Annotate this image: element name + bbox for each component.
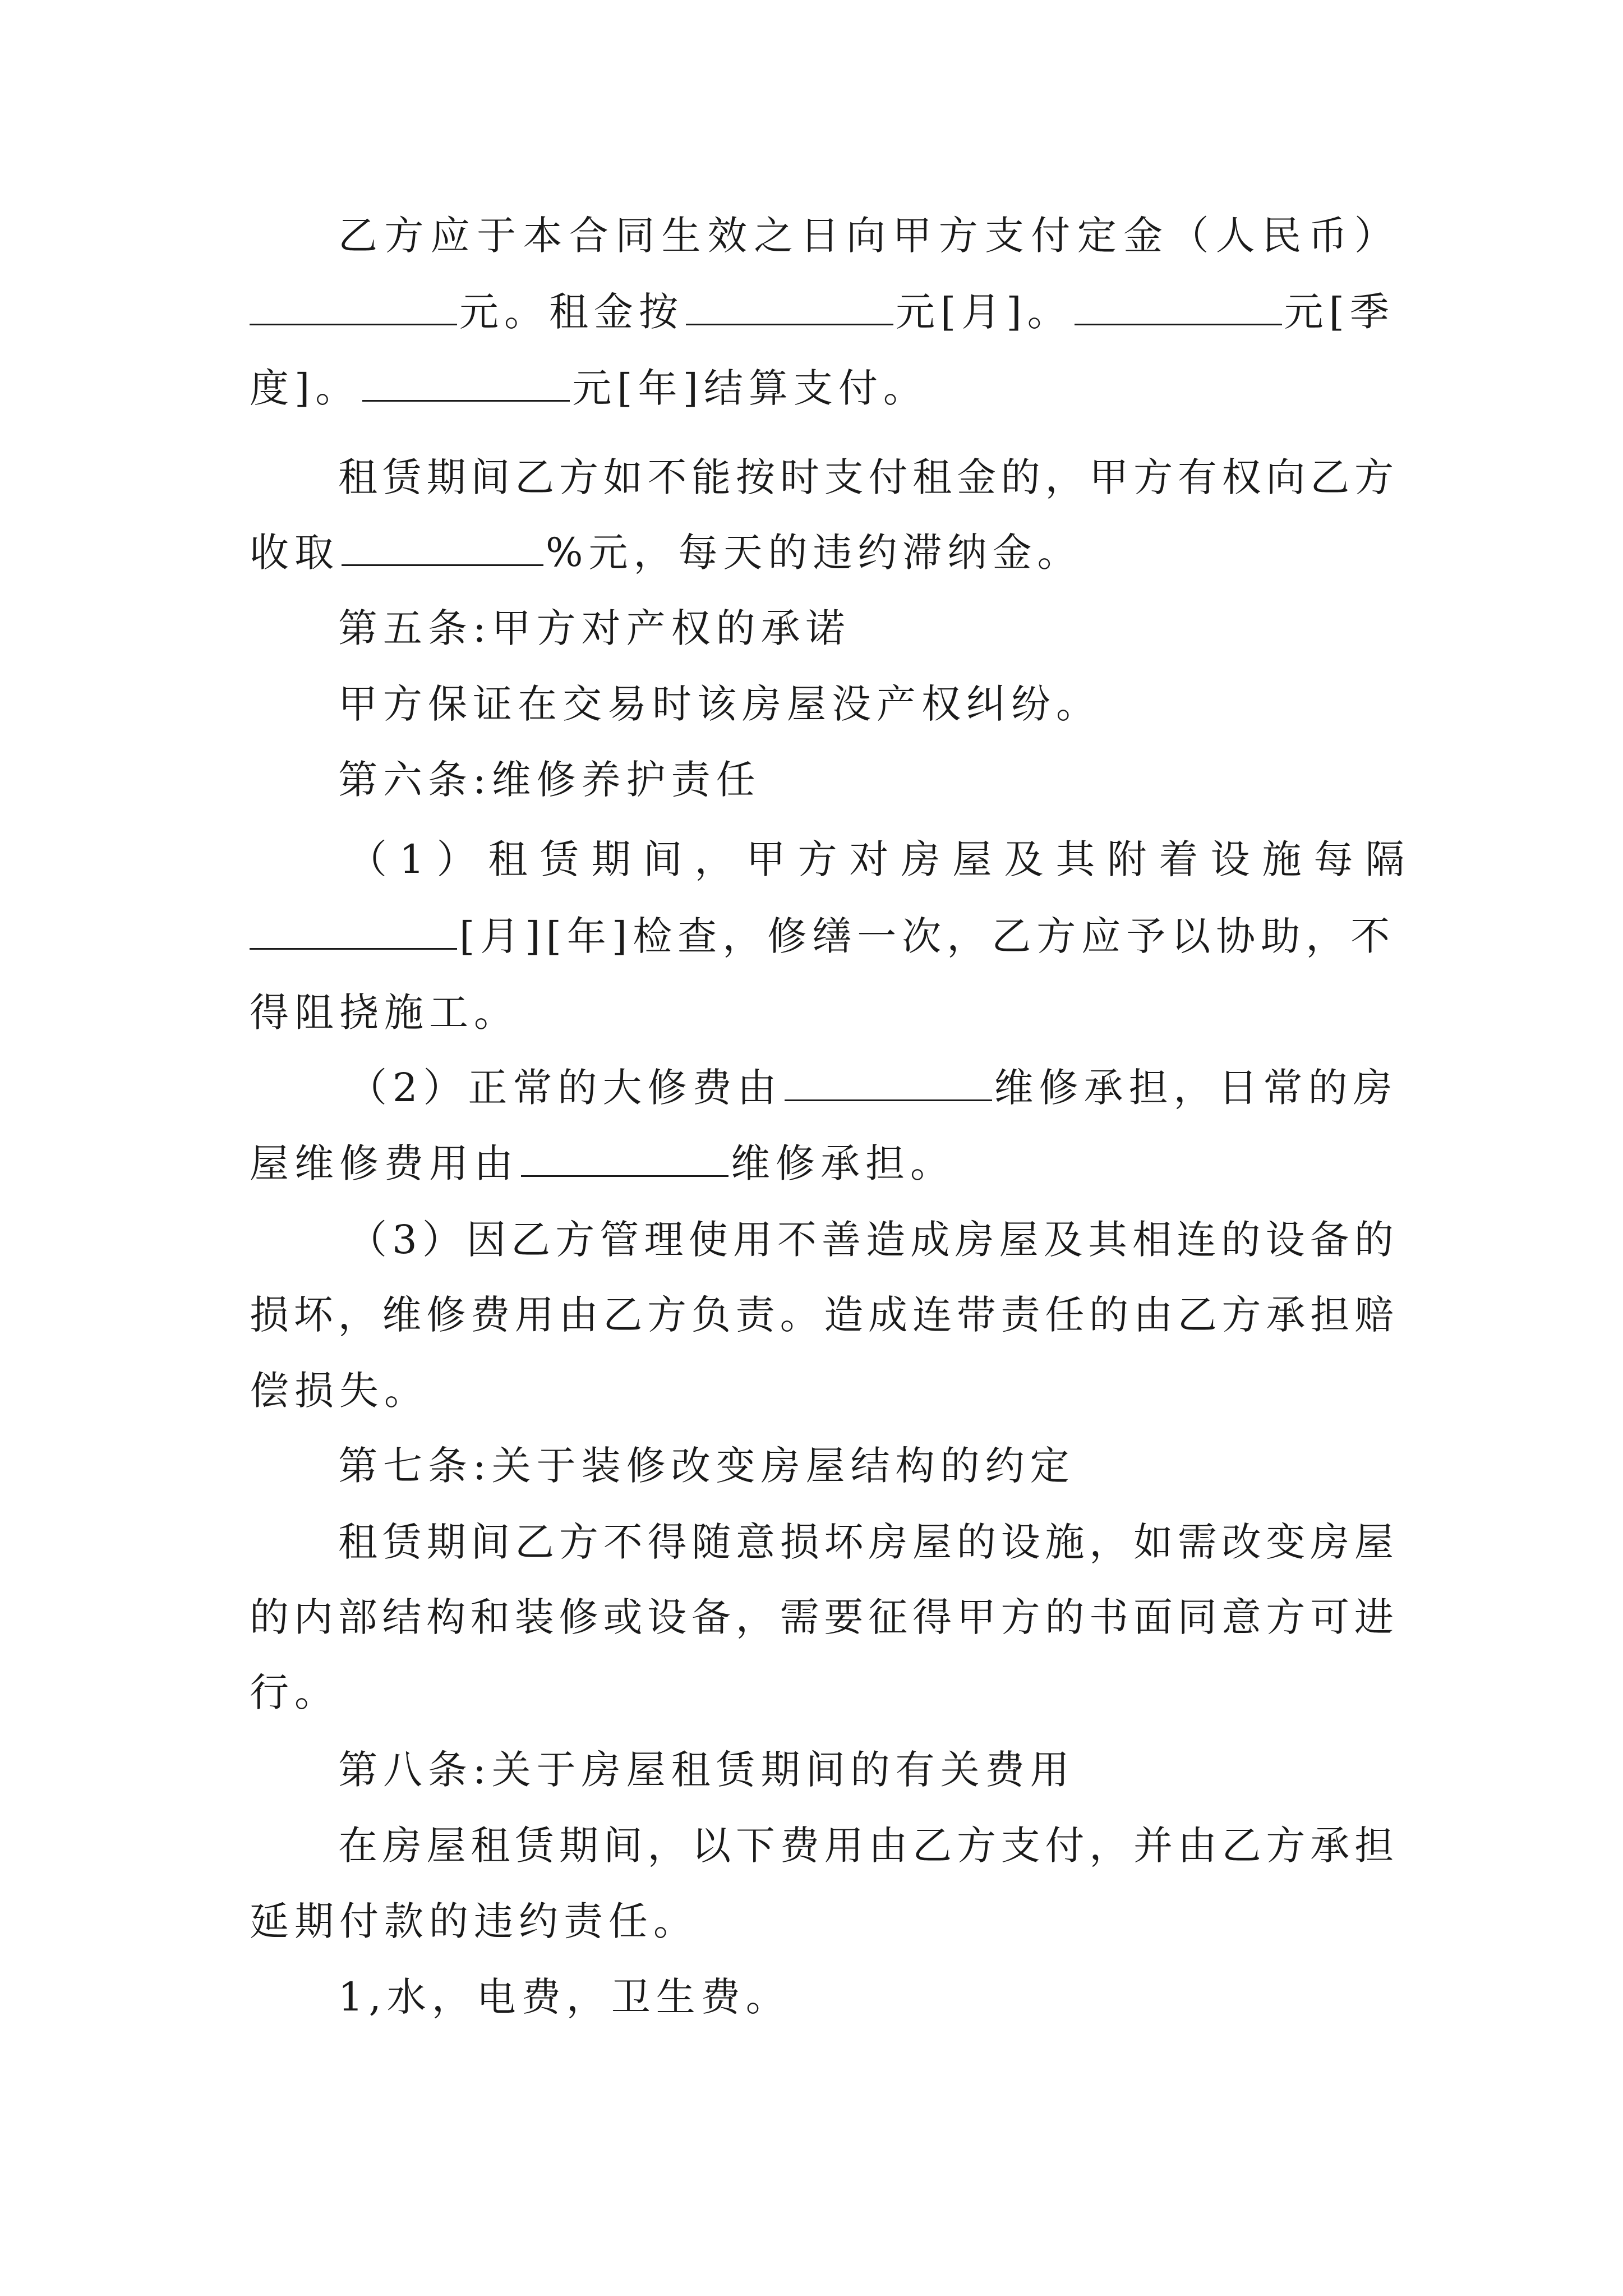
text-line-char: 如	[1133, 1519, 1173, 1565]
text-line-char: 其	[1087, 1217, 1127, 1263]
text-line-char: 方	[555, 1217, 595, 1263]
text-segment: 元[年]结算支付。	[572, 365, 928, 411]
text-line-char: 房	[1310, 1519, 1350, 1565]
text-segment: 度]。	[250, 365, 361, 411]
text-line-char: 支	[824, 454, 864, 500]
text-line-char: 方	[559, 1519, 598, 1565]
paragraph-late-fee-line-1	[338, 452, 1394, 503]
blank-field[interactable]	[250, 289, 457, 325]
text-line: 1,水，电费，卫生费。	[338, 1974, 791, 2020]
text-line-char: 带	[956, 1292, 996, 1338]
text-line-char: 要	[824, 1594, 864, 1640]
text-line-char: 部	[338, 1594, 377, 1640]
blank-field[interactable]	[362, 365, 570, 402]
text-line-char: 连	[1177, 1217, 1216, 1263]
text-line-char: 因	[466, 1217, 506, 1263]
text-line-char: 屋	[912, 1519, 952, 1565]
text-segment: 屋维修费用由	[250, 1140, 519, 1186]
text-line: 第六条:维修养护责任	[338, 757, 761, 803]
text-line-char: 乙	[515, 1519, 555, 1565]
text-line-char: 按	[736, 454, 776, 500]
text-line-char: 赔	[1354, 1292, 1394, 1338]
paragraph-damage-line-1	[348, 1214, 1394, 1265]
text-line-char: 费	[780, 1823, 819, 1869]
text-line: 第七条:关于装修改变房屋结构的约定	[338, 1443, 1075, 1489]
text-line-char: 方	[1221, 1292, 1261, 1338]
text-line-char: 由	[559, 1292, 598, 1338]
text-line-char: 甲	[892, 213, 932, 259]
text-line-char: 修	[559, 1594, 598, 1640]
text-line-char: 相	[1132, 1217, 1172, 1263]
text-line-char: 备	[1310, 1217, 1349, 1263]
text-line-char: 由	[1133, 1292, 1173, 1338]
text-line-char: 征	[868, 1594, 908, 1640]
text-line-char: 书	[1089, 1594, 1129, 1640]
text-line-char: 同	[1177, 1594, 1217, 1640]
heading-article-6	[338, 754, 1394, 805]
text-line-char: 责	[735, 1292, 775, 1338]
text-line-char: 以	[691, 1823, 731, 1869]
text-line-char: 的	[956, 1519, 996, 1565]
text-line-char: 造	[866, 1217, 906, 1263]
text-line-char: 和	[470, 1594, 510, 1640]
text-line-char: 的	[1045, 1594, 1085, 1640]
text-line-char: 设	[1000, 1519, 1040, 1565]
text-line-char: 意	[736, 1519, 776, 1565]
text-line-char: 乙	[511, 1217, 551, 1263]
text-line-char: 效	[707, 213, 747, 259]
text-segment: （2）正常的大修费由	[348, 1065, 782, 1111]
text-line-char: 支	[1000, 1823, 1040, 1869]
text-line-char: 乙	[603, 1292, 643, 1338]
paragraph-article-8-line-2	[250, 1896, 1394, 1947]
text-line-char: 内	[293, 1594, 333, 1640]
heading-article-7	[338, 1441, 1394, 1491]
text-line-char: ，	[338, 1292, 377, 1338]
text-line-char: 需	[780, 1594, 819, 1640]
paragraph-deposit-line-1	[338, 210, 1394, 261]
text-line-char: 生	[661, 213, 701, 259]
text-line-char: 成	[910, 1217, 950, 1263]
text-line-char: 得	[912, 1594, 952, 1640]
text-line-char: 租	[471, 1823, 510, 1869]
text-segment: 维修承担。	[731, 1140, 955, 1186]
text-line-char: 造	[824, 1292, 864, 1338]
text-line-char: 需	[1177, 1519, 1217, 1565]
text-line-char: 。	[780, 1292, 819, 1338]
paragraph-late-fee-line-2	[250, 527, 1394, 578]
text-line: 第八条:关于房屋租赁期间的有关费用	[338, 1747, 1075, 1793]
text-line-char: 之	[754, 213, 794, 259]
text-line-char: 屋	[999, 1217, 1039, 1263]
heading-article-8	[338, 1745, 1394, 1795]
text-line-char: 乙	[338, 213, 377, 259]
text-segment: 元[季	[1284, 289, 1395, 335]
text-line-char: （	[348, 1217, 387, 1263]
text-line-char: 装	[514, 1594, 554, 1640]
text-line-char: 支	[985, 213, 1025, 259]
text-line-char: 权	[1221, 454, 1261, 500]
text-line-char: 时	[780, 454, 819, 500]
text-line-char: 结	[382, 1594, 422, 1640]
text-line-char: ）	[422, 1217, 462, 1263]
text-line: 甲方保证在交易时该房屋没产权纠纷。	[338, 681, 1101, 727]
text-line-char: 使	[688, 1217, 728, 1263]
text-line: 延期付款的违约责任。	[250, 1898, 698, 1944]
text-line-char: 承	[1266, 1292, 1306, 1338]
text-line-char: 币	[1308, 213, 1348, 259]
text-line-char: 赁	[515, 1823, 555, 1869]
text-line-char: 随	[691, 1519, 731, 1565]
text-line-char: 成	[868, 1292, 908, 1338]
text-line-char: 租	[338, 1519, 377, 1565]
paragraph-article-5	[338, 679, 1394, 729]
text-line-char: 的	[1089, 1292, 1129, 1338]
text-line-char: 构	[426, 1594, 466, 1640]
text-line-char: 维	[382, 1292, 422, 1338]
text-line-char: 施	[1045, 1519, 1085, 1565]
text-line-char: 备	[691, 1594, 731, 1640]
blank-field[interactable]	[342, 530, 543, 566]
text-line-char: 方	[1354, 454, 1394, 500]
text-line-char: 任	[1045, 1292, 1085, 1338]
text-line-char: 责	[1000, 1292, 1040, 1338]
text-line-char: 用	[514, 1292, 554, 1338]
text-line-char: 向	[846, 213, 886, 259]
text-line-char: 理	[644, 1217, 684, 1263]
heading-article-5	[338, 603, 1394, 654]
text-line-char: 间	[603, 1823, 643, 1869]
text-line-char: 的	[1000, 454, 1040, 500]
text-line-char: 向	[1266, 454, 1306, 500]
text-line-char: 方	[956, 1823, 996, 1869]
text-line-char: 损	[780, 1519, 819, 1565]
paragraph-inspection-line-2	[250, 911, 1394, 961]
text-line-char: ，	[1089, 1823, 1129, 1869]
text-line-char: 可	[1310, 1594, 1350, 1640]
text-line-char: 修	[426, 1292, 466, 1338]
text-line-char: 3	[392, 1217, 417, 1263]
text-line-char: 屋	[1354, 1519, 1394, 1565]
text-segment: 维修承担，日常的房	[994, 1065, 1398, 1111]
blank-field[interactable]	[785, 1065, 992, 1101]
text-segment: %元，每天的违约滞纳金。	[546, 530, 1082, 576]
text-line-char: 甲	[1089, 454, 1129, 500]
text-line-char: 的	[1354, 1217, 1394, 1263]
text-line-char: 租	[338, 454, 377, 500]
text-line-char: 不	[777, 1217, 817, 1263]
paragraph-repair-cost-line-1	[348, 1062, 1398, 1113]
text-line-char: 下	[736, 1823, 776, 1869]
paragraph-damage-line-3	[250, 1365, 1394, 1416]
paragraph-article-7-line-1	[338, 1517, 1394, 1567]
text-line-char: 用	[824, 1823, 864, 1869]
text-line-char: 如	[603, 454, 643, 500]
blank-field[interactable]	[686, 289, 893, 325]
text-line-char: 得	[647, 1519, 687, 1565]
text-line-char: 定	[1077, 213, 1117, 259]
text-segment: 元[月]。	[896, 289, 1072, 335]
paragraph-deposit-line-3	[250, 363, 1394, 413]
text-line-char: 善	[822, 1217, 861, 1263]
text-line-char: 应	[430, 213, 470, 259]
text-line-char: 间	[471, 1519, 510, 1565]
text-line-char: 方	[1266, 1823, 1306, 1869]
text-line-char: 的	[250, 1594, 289, 1640]
text-line-char: 由	[868, 1823, 908, 1869]
text-line-char: 方	[384, 213, 424, 259]
text-line-char: 房	[955, 1217, 994, 1263]
text-line-char: 在	[338, 1823, 377, 1869]
text-line-char: 费	[470, 1292, 510, 1338]
text-line-char: 方	[1133, 454, 1173, 500]
text-line-char: 方	[647, 1292, 687, 1338]
text-line-char: 合	[569, 213, 608, 259]
text-line-char: 本	[523, 213, 562, 259]
list-item-utilities	[338, 1972, 1394, 2022]
text-line-char: 进	[1354, 1594, 1394, 1640]
text-segment: 元。租金按	[459, 289, 684, 335]
text-line: （1）租赁期间，甲方对房屋及其附着设施每隔	[348, 836, 1417, 882]
text-line-char: 乙	[515, 454, 555, 500]
paragraph-inspection-line-3	[250, 987, 1394, 1038]
text-line-char: （	[1169, 213, 1209, 259]
text-line-char: 用	[732, 1217, 772, 1263]
text-segment: [月][年]检查，修缮一次，乙方应予以协助，不	[459, 913, 1396, 959]
text-line-char: 有	[1177, 454, 1217, 500]
text-line-char: 金	[956, 454, 996, 500]
text-line-char: 甲	[956, 1594, 996, 1640]
text-line-char: 的	[1221, 1217, 1261, 1263]
text-line-char: 乙	[1310, 454, 1350, 500]
text-line-char: 设	[1265, 1217, 1305, 1263]
text-line-char: 于	[477, 213, 517, 259]
text-line-char: 及	[1043, 1217, 1083, 1263]
text-line-char: 付	[1031, 213, 1071, 259]
text-line-char: 方	[1000, 1594, 1040, 1640]
text-line: 得阻挠施工。	[250, 990, 519, 1036]
text-line-char: 连	[912, 1292, 952, 1338]
blank-field[interactable]	[1075, 289, 1282, 325]
text-line-char: 并	[1133, 1823, 1173, 1869]
text-line: 偿损失。	[250, 1368, 429, 1414]
text-line-char: 承	[1310, 1823, 1350, 1869]
text-line-char: 民	[1262, 213, 1302, 259]
text-line-char: 方	[559, 454, 598, 500]
text-line-char: ）	[1354, 213, 1394, 259]
text-line-char: 付	[868, 454, 908, 500]
text-line-char: 日	[800, 213, 840, 259]
text-line-char: 同	[615, 213, 655, 259]
text-line: 第五条:甲方对产权的承诺	[338, 605, 851, 651]
text-line-char: 不	[647, 454, 687, 500]
text-line-char: 乙	[1221, 1823, 1261, 1869]
text-line-char: 金	[1123, 213, 1163, 259]
text-line-char: 意	[1221, 1594, 1261, 1640]
text-line-char: 房	[382, 1823, 422, 1869]
text-line-char: ，	[647, 1823, 687, 1869]
text-line-char: 赁	[382, 454, 422, 500]
text-line-char: 改	[1221, 1519, 1261, 1565]
text-line-char: 方	[1266, 1594, 1306, 1640]
text-line-char: 能	[691, 454, 731, 500]
text-line: 行。	[250, 1669, 339, 1715]
text-line-char: 乙	[912, 1823, 952, 1869]
text-line-char: ，	[1045, 454, 1085, 500]
text-line-char: 坏	[824, 1519, 864, 1565]
paragraph-article-7-line-3	[250, 1667, 1394, 1718]
text-line-char: 担	[1354, 1823, 1394, 1869]
paragraph-damage-line-2	[250, 1290, 1394, 1340]
paragraph-repair-cost-line-2	[250, 1138, 1394, 1189]
paragraph-article-8-line-1	[338, 1820, 1394, 1871]
text-line-char: 由	[1177, 1823, 1217, 1869]
text-line-char: 设	[647, 1594, 687, 1640]
text-line-char: 担	[1310, 1292, 1350, 1338]
text-line-char: 不	[603, 1519, 643, 1565]
text-line-char: 屋	[426, 1823, 466, 1869]
text-line-char: 付	[1045, 1823, 1085, 1869]
text-line-char: 期	[559, 1823, 598, 1869]
text-line-char: 乙	[1177, 1292, 1217, 1338]
text-line-char: 管	[600, 1217, 639, 1263]
text-line-char: ，	[735, 1594, 775, 1640]
text-line-char: 期	[426, 1519, 466, 1565]
text-line-char: 坏	[293, 1292, 333, 1338]
blank-field[interactable]	[250, 913, 457, 950]
text-segment: 收取	[250, 530, 339, 576]
text-line-char: ，	[1089, 1519, 1129, 1565]
text-line-char: 负	[691, 1292, 731, 1338]
text-line-char: 损	[250, 1292, 289, 1338]
paragraph-inspection-line-1	[348, 834, 1417, 885]
text-line-char: 赁	[382, 1519, 422, 1565]
text-line-char: 间	[471, 454, 510, 500]
text-line-char: 人	[1215, 213, 1255, 259]
text-line-char: 面	[1133, 1594, 1173, 1640]
text-line-char: 方	[938, 213, 978, 259]
text-line-char: 期	[426, 454, 466, 500]
text-line-char: 租	[912, 454, 952, 500]
paragraph-deposit-line-2	[250, 287, 1394, 337]
blank-field[interactable]	[521, 1140, 728, 1177]
text-line-char: 或	[603, 1594, 643, 1640]
text-line-char: 房	[868, 1519, 908, 1565]
paragraph-article-7-line-2	[250, 1592, 1394, 1642]
text-line-char: 变	[1266, 1519, 1306, 1565]
